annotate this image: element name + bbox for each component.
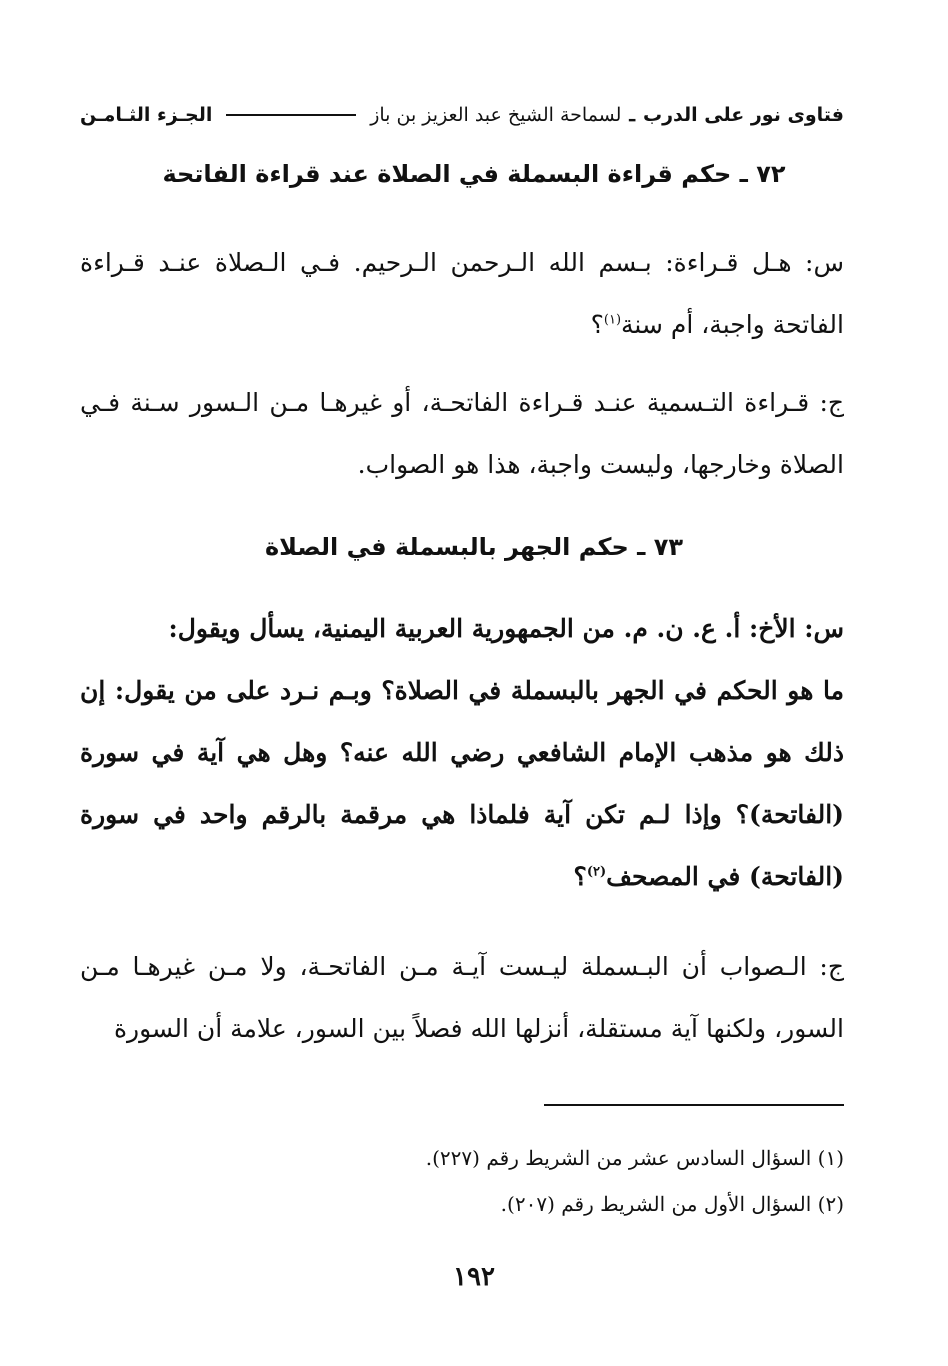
question-72-text: س: هـل قـراءة: بـسم الله الـرحمن الـرحيم. فـي الـصلاة عنـد قـراءة الفاتحة واجبة، أم سنة: [80, 248, 844, 339]
page-number: ١٩٢: [453, 1262, 495, 1292]
question-73-text: ما هو الحكم في الجهر بالبسملة في الصلاة؟ وبـم نـرد على من يقول: إن ذلك هو مذهب الإمام الشافعي رضي الله عنه؟ وهل هي آية في سورة (الفاتحة)؟ وإذا لـم تكن آية فلماذا هي مرقمة بالرقم واحد في سورة (الفاتحة) في المصحف: [80, 676, 844, 891]
header-rule: [226, 114, 356, 116]
header-separator: ـ: [629, 104, 635, 126]
footnote-ref-2: (٢): [586, 864, 607, 880]
section-heading-72: ٧٢ ـ حكم قراءة البسملة في الصلاة عند قراءة الفاتحة: [162, 160, 786, 188]
answer-72: ج: قـراءة التـسمية عنـد قـراءة الفاتحـة، أو غيرهـا مـن الـسور سـنة فـي الصلاة وخارجها، وليست واجبة، هذا هو الصواب.: [80, 388, 845, 479]
book-title: فتاوى نور على الدرب: [643, 104, 844, 126]
question-73-lead: س: الأخ: أ. ع. ن. م. من الجمهورية العربية اليمنية، يسأل ويقول:: [168, 614, 844, 643]
footnote-2: (٢) السؤال الأول من الشريط رقم (٢٠٧).: [500, 1192, 844, 1216]
question-73-end: ؟: [573, 862, 587, 891]
question-73: [80, 660, 844, 908]
section-heading-73: ٧٣ ـ حكم الجهر بالبسملة في الصلاة: [265, 533, 683, 561]
footnote-ref-1: (١): [603, 312, 622, 328]
question-72-end: ؟: [590, 310, 604, 339]
answer-73: ج: الـصواب أن البـسملة ليـست آيـة مـن الفاتحـة، ولا مـن غيرهـا مـن السور، ولكنها آية مستقلة، أنزلها الله فصلاً بين السور، علامة أن السورة: [80, 952, 844, 1043]
footnote-1: (١) السؤال السادس عشر من الشريط رقم (٢٢٧).: [425, 1146, 844, 1170]
author-credit: لسماحة الشيخ عبد العزيز بن باز: [370, 104, 622, 126]
running-header: [80, 98, 844, 132]
footnote-rule: [544, 1104, 844, 1106]
part-label: الجـزء الثـامـن: [80, 104, 213, 126]
question-72: [80, 232, 844, 356]
